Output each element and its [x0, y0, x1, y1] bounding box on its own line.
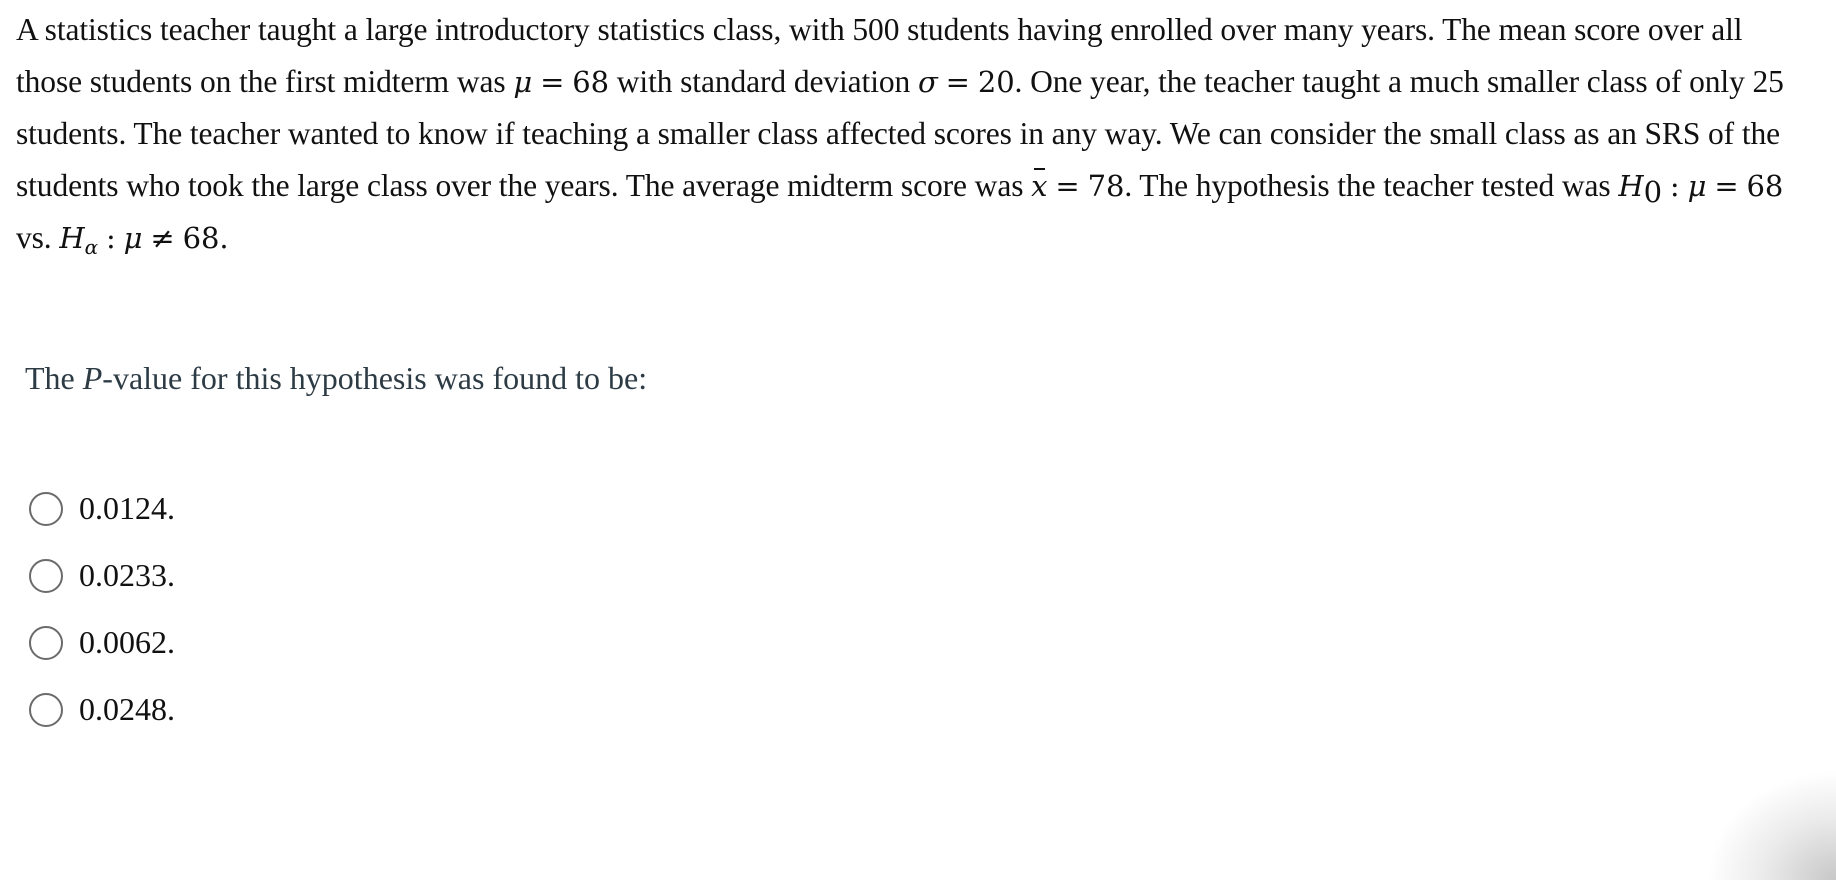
h0-letter: H	[1618, 168, 1644, 203]
h0-value: 68	[1746, 168, 1784, 203]
colon: :	[105, 221, 116, 255]
equals-sign: =	[1055, 168, 1080, 203]
xbar-value: 78	[1087, 168, 1125, 203]
ha-symbol	[59, 221, 98, 259]
not-equal-sign: ≠	[150, 221, 175, 255]
equals-sign: =	[540, 64, 565, 99]
vs-text: vs.	[16, 220, 52, 255]
answer-options	[29, 475, 175, 743]
mu-symbol: μ	[513, 64, 533, 99]
mu-symbol: μ	[1687, 168, 1707, 203]
equals-sign: =	[1714, 168, 1739, 203]
corner-shadow	[1706, 770, 1836, 880]
problem-mid-3: . The hypothesis the teacher tested was	[1124, 167, 1611, 203]
answer-option[interactable]	[29, 542, 175, 609]
mu-symbol: μ	[123, 221, 143, 255]
ha-value: 68	[182, 221, 220, 255]
h0-symbol	[1618, 168, 1662, 209]
problem-end: .	[219, 221, 229, 255]
answer-option-label[interactable]: 0.0124.	[79, 490, 175, 526]
radio-button[interactable]	[29, 693, 63, 727]
answer-option-label[interactable]: 0.0233.	[79, 557, 175, 593]
sigma-value: 20	[977, 64, 1015, 99]
equals-sign: =	[945, 64, 970, 99]
mu-value: 68	[572, 64, 609, 99]
h0-subscript: 0	[1643, 174, 1662, 209]
answer-option[interactable]	[29, 475, 175, 542]
xbar-symbol: x	[1031, 161, 1047, 213]
ha-subscript: α	[84, 235, 98, 259]
answer-option[interactable]	[29, 609, 175, 676]
radio-button[interactable]	[29, 559, 63, 593]
problem-intro: A statistics teacher taught a large introductory statistics class, with 500 students having enrolled over many years. The mean score over all those students on the first midterm was	[16, 12, 1743, 99]
problem-mid-1: with standard deviation	[616, 63, 911, 99]
radio-button[interactable]	[29, 492, 63, 526]
problem-statement	[16, 4, 1816, 265]
answer-option[interactable]	[29, 676, 175, 743]
question-prompt	[25, 358, 647, 398]
answer-option-label[interactable]: 0.0062.	[79, 624, 175, 660]
sigma-symbol: σ	[917, 64, 938, 99]
question-suffix: -value for this hypothesis was found to be:	[102, 360, 648, 396]
radio-button[interactable]	[29, 626, 63, 660]
answer-option-label[interactable]: 0.0248.	[79, 691, 175, 727]
ha-letter: H	[59, 221, 85, 255]
problem-mid-2: . One year, the teacher taught a much smaller class of only 25 students. The teacher wanted to know if teaching a smaller class affected scores in any way. We can consider the small class as an SRS of the students who took the large class over the years. The average midterm score was	[16, 63, 1784, 203]
question-prefix: The	[25, 360, 75, 396]
p-symbol: P	[82, 360, 103, 396]
colon: :	[1669, 168, 1680, 203]
